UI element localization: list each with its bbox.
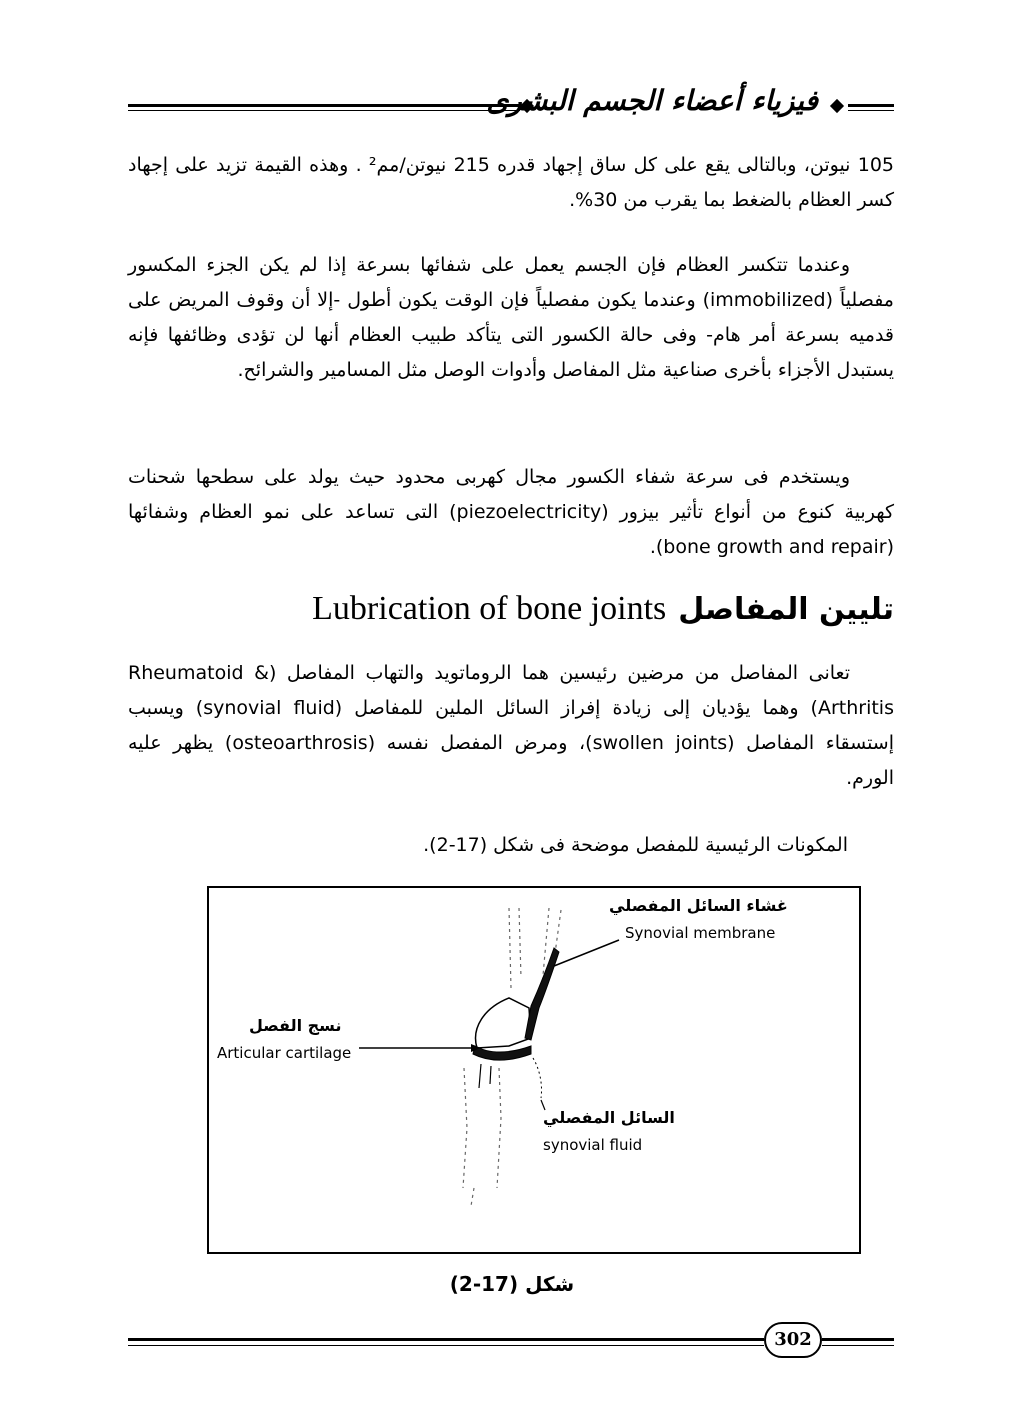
paragraph-joint-diseases	[128, 656, 894, 796]
membrane-label-english: Synovial membrane	[625, 924, 776, 942]
header-rule	[848, 104, 894, 107]
page-number: 302	[764, 1322, 822, 1358]
section-heading	[128, 590, 894, 628]
fluid-label-english: synovial fluid	[543, 1136, 643, 1154]
cartilage-label-english: Articular cartilage	[217, 1044, 352, 1062]
footer-rule	[822, 1345, 894, 1346]
joint-diagram	[209, 888, 859, 1252]
membrane-leader-line	[554, 940, 619, 966]
paragraph-text: المكونات الرئيسية للمفصل موضحة فى شكل (17-2).	[423, 834, 848, 856]
running-header	[128, 84, 894, 130]
paragraph-text: ويستخدم فى سرعة شفاء الكسور مجال كهربى محدود حيث يولد على سطحها شحنات كهربية كنوع من أنواع تأثير بيزور (piezoelectricity) التى تساعد على نمو العظام وشفائها (bone growth and repair).	[128, 466, 894, 558]
page-footer	[128, 1322, 894, 1362]
header-rule	[128, 110, 520, 111]
footer-rule	[822, 1338, 894, 1341]
paragraph-text: وعندما تتكسر العظام فإن الجسم يعمل على شفائها بسرعة إذا لم يكن الجزء المكسور مفصلياً (immobilized) وعندما يكون مفصلياً فإن الوقت يكون أطول -إلا أن وقوف المريض على قدميه بسرعة أمر هام- وفى حالة الكسور التى يتأكد طبيب العظام أنها لن تؤدى وظائفها فإنه يستبدل الأجزاء بأخرى صناعية مثل المفاصل وأدوات الوصل مثل المسامير والشرائح.	[128, 254, 894, 381]
section-heading-arabic: تليين المفاصل	[678, 592, 894, 627]
bone-head-outline	[476, 998, 531, 1048]
figure-caption: شكل (17-2)	[449, 1272, 575, 1296]
section-heading-english: Lubrication of bone joints	[312, 590, 667, 627]
synovial-membrane-shape	[525, 948, 559, 1040]
running-header-title: فيزياء أعضاء الجسم البشرى	[486, 84, 818, 117]
cartilage-label-arabic: نسج الفصل	[249, 1016, 342, 1035]
fluid-label-arabic: السائل المفصلي	[543, 1108, 675, 1127]
membrane-label-arabic: غشاء السائل المفصلي	[609, 896, 788, 915]
diamond-ornament-icon	[830, 99, 844, 113]
paragraph-text: تعانى المفاصل من مرضين رئيسين هما الروماتويد والتهاب المفاصل (Rheumatoid & Arthritis) وهما يؤديان إلى زيادة إفراز السائل الملين للمفاصل (synovial fluid) ويسبب إستسقاء المفاصل (swollen joints)، ومرض المفصل نفسه (osteoarthrosis) يظهر عليه الورم.	[128, 662, 894, 789]
paragraph-electric-field	[128, 460, 894, 565]
paragraph-figure-reference	[128, 828, 894, 863]
paragraph-stress	[128, 148, 894, 218]
paragraph-text: 105 نيوتن، وبالتالى يقع على كل ساق إجهاد قدره 215 نيوتن/مم² . وهذه القيمة تزيد على إجهاد كسر العظام بالضغط بما يقرب من 30%.	[128, 154, 894, 211]
paragraph-bone-healing	[128, 248, 894, 388]
joint-figure	[207, 886, 861, 1254]
footer-rule	[128, 1338, 764, 1341]
footer-rule	[128, 1345, 764, 1346]
header-rule	[848, 110, 894, 111]
header-rule	[128, 104, 520, 107]
